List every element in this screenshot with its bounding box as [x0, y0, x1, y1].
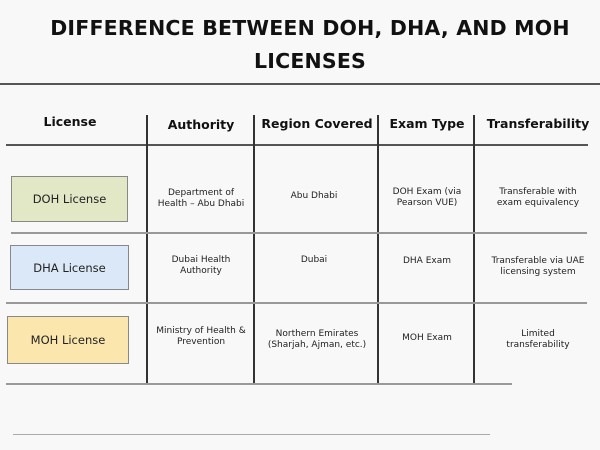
transferability-cell: Limited transferability [506, 329, 570, 350]
exam-cell: MOH Exam [402, 333, 452, 343]
region-cell: Abu Dhabi [290, 191, 338, 201]
doh-license-badge: DOH License [11, 176, 128, 222]
header-license: License [43, 114, 97, 129]
region-cell: Dubai [300, 255, 328, 265]
moh-license-badge: MOH License [7, 316, 129, 364]
row-divider [11, 232, 587, 234]
exam-cell: DHA Exam [402, 256, 451, 266]
header-region: Region Covered [261, 116, 373, 131]
region-cell: Northern Emirates (Sharjah, Ajman, etc.) [267, 329, 367, 350]
title-line-1: DIFFERENCE BETWEEN DOH, DHA, AND MOH [50, 16, 570, 40]
header-exam-type: Exam Type [389, 116, 465, 131]
exam-cell: DOH Exam (via Pearson VUE) [392, 187, 462, 208]
transferability-cell: Transferable with exam equivalency [496, 187, 580, 208]
title-divider [0, 83, 600, 85]
title-line-2: LICENSES [253, 49, 367, 73]
header-divider [6, 144, 588, 146]
page-title [30, 12, 590, 78]
row-divider [6, 302, 587, 304]
header-transferability: Transferability [486, 116, 590, 131]
authority-cell: Dubai Health Authority [171, 255, 231, 276]
authority-cell: Department of Health – Abu Dhabi [157, 188, 245, 209]
footer-divider [13, 434, 490, 435]
authority-cell: Ministry of Health & Prevention [156, 326, 246, 347]
header-authority: Authority [167, 117, 235, 132]
row-divider [6, 383, 512, 385]
dha-license-badge: DHA License [10, 245, 129, 290]
transferability-cell: Transferable via UAE licensing system [491, 256, 585, 277]
